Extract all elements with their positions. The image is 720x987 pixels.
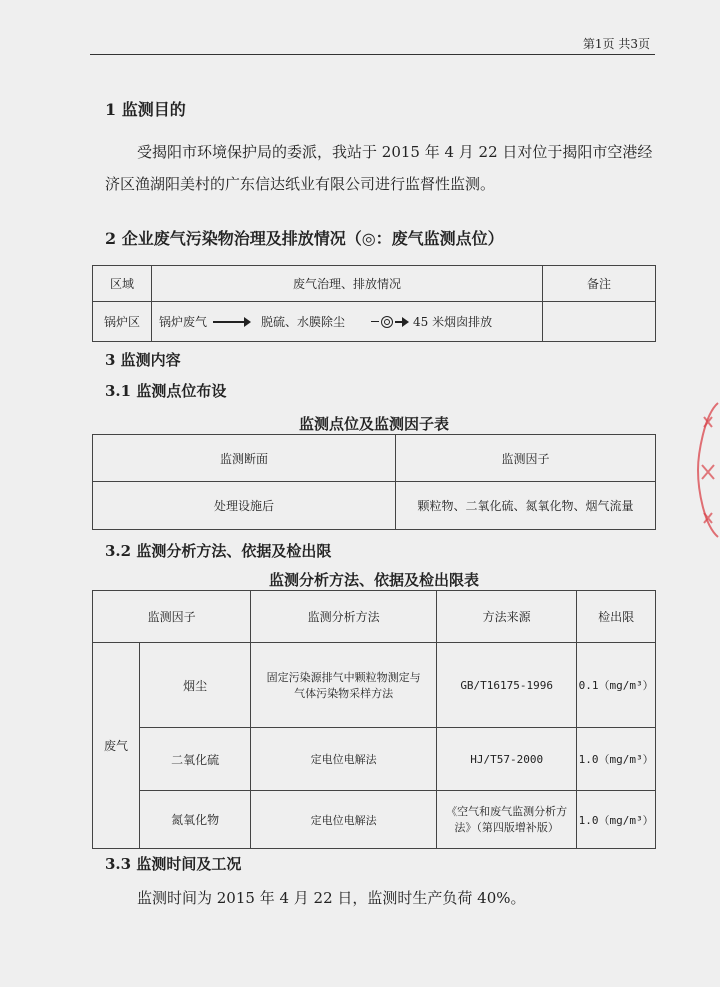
seal-stamp [692, 395, 720, 545]
limit-cell: 1.0（mg/m³） [577, 728, 656, 791]
source-cell: 《空气和废气监测分析方法》（第四版增补版） [437, 791, 577, 849]
monitoring-point-icon [371, 316, 407, 328]
methods-table [92, 590, 656, 849]
factor-cell: 氮氧化物 [140, 791, 251, 849]
limit-cell: 0.1（mg/m³） [577, 643, 656, 728]
flow-source: 锅炉废气 [159, 315, 208, 329]
factor-cell: 二氧化硫 [140, 728, 251, 791]
section-1-paragraph: 受揭阳市环境保护局的委派，我站于 2015 年 4 月 22 日对位于揭阳市空港经济区渔湖阳美村的广东信达纸业有限公司进行监督性监测。 [105, 143, 653, 193]
emission-area-cell: 锅炉区 [93, 302, 152, 342]
method-cell: 定电位电解法 [251, 728, 437, 791]
section-3-2-title: 3.2 监测分析方法、依据及检出限 [105, 542, 332, 560]
section-3-3-title: 3.3 监测时间及工况 [105, 855, 242, 873]
section-3-1-title: 3.1 监测点位布设 [105, 382, 227, 400]
methods-header-method: 监测分析方法 [251, 591, 437, 643]
emission-flow-cell [152, 302, 543, 342]
section-3-title: 3 监测内容 [105, 351, 181, 369]
section-3-3-paragraph: 监测时间为 2015 年 4 月 22 日，监测时生产负荷 40%。 [137, 889, 526, 907]
section-2-title: 2 企业废气污染物治理及排放情况（◎：废气监测点位） [105, 229, 504, 248]
source-cell: HJ/T57-2000 [437, 728, 577, 791]
methods-header-source: 方法来源 [437, 591, 577, 643]
method-cell: 定电位电解法 [251, 791, 437, 849]
category-cell: 废气 [93, 643, 140, 849]
arrow-icon [213, 321, 249, 323]
table-row [93, 643, 656, 728]
factor-cell: 烟尘 [140, 643, 251, 728]
method-cell: 固定污染源排气中颗粒物测定与气体污染物采样方法 [251, 643, 437, 728]
section-1-title: 1 监测目的 [105, 100, 186, 119]
page-number: 第1页 共3页 [582, 37, 650, 51]
points-table [92, 434, 656, 530]
header-rule [90, 54, 655, 55]
limit-cell: 1.0（mg/m³） [577, 791, 656, 849]
emission-table [92, 265, 656, 342]
points-header-factor: 监测因子 [396, 435, 656, 482]
flow-treatment: 脱硫、水膜除尘 [261, 315, 346, 329]
emission-header-remark: 备注 [543, 266, 656, 302]
methods-header-limit: 检出限 [577, 591, 656, 643]
table-row [93, 728, 656, 791]
emission-header-situation: 废气治理、排放情况 [152, 266, 543, 302]
methods-table-caption: 监测分析方法、依据及检出限表 [268, 571, 479, 589]
flow-discharge: 45 米烟囱排放 [413, 315, 493, 329]
emission-header-area: 区域 [93, 266, 152, 302]
points-header-section: 监测断面 [93, 435, 396, 482]
source-cell: GB/T16175-1996 [437, 643, 577, 728]
points-section-cell: 处理设施后 [93, 482, 396, 530]
methods-header-factor: 监测因子 [93, 591, 251, 643]
points-factor-cell: 颗粒物、二氧化硫、氮氧化物、烟气流量 [396, 482, 656, 530]
table-row [93, 791, 656, 849]
emission-remark-cell [543, 302, 656, 342]
points-table-caption: 监测点位及监测因子表 [298, 415, 449, 433]
